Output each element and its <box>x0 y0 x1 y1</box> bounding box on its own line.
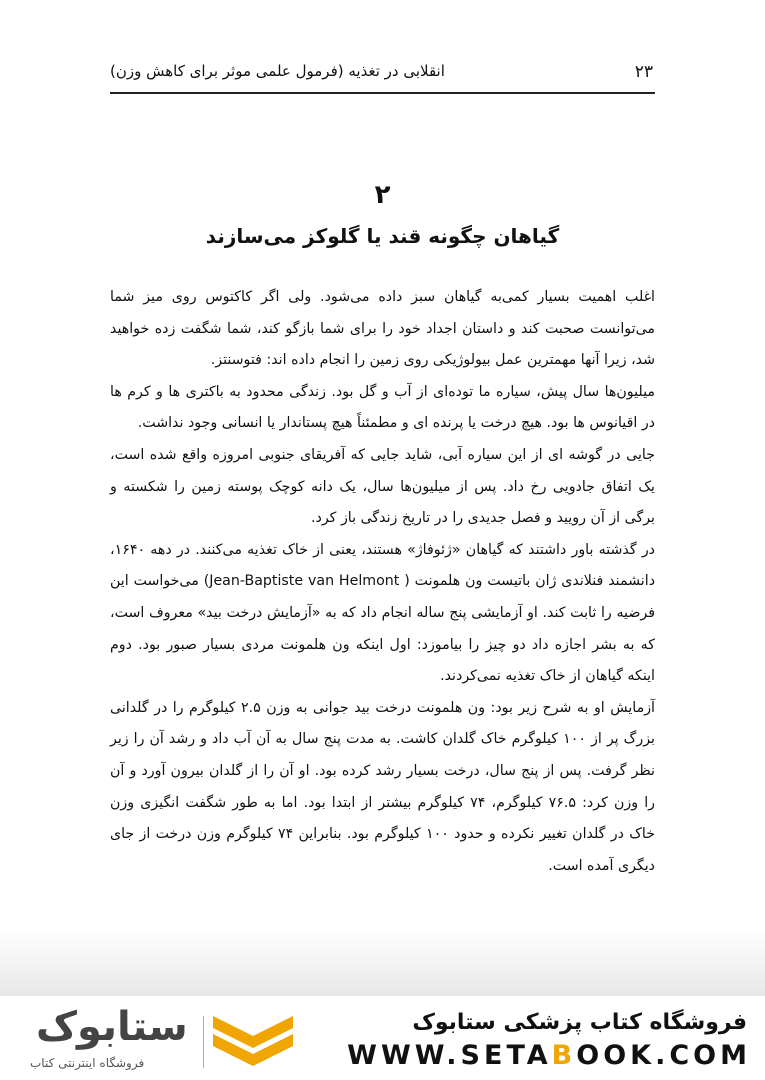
logo-wordmark: ستابوک <box>36 1004 188 1050</box>
page-shadow <box>0 930 765 996</box>
paragraph: آزمایش او به شرح زیر بود: ون هلمونت درخت بید جوانی به وزن ۲.۵ کیلوگرم را در گلدانی بزرگ پر از ۱۰۰ کیلوگرم خاک گلدان کاشت. به مدت پنج سال به آن آب داد و رشد آن را زیر نظر گرفت. پس از پنج سال، درخت بسیار رشد کرده بود. او آن را از گلدان بیرون آورد و آن را وزن کرد: ۷۶.۵ کیلوگرم، ۷۴ کیلوگرم بیشتر از ابتدا بود. اما به طور شگفت انگیزی وزن خاک در گلدان تغییر نکرده و حدود ۱۰۰ کیلوگرم بود. بنابراین ۷۴ کیلوگرم وزن درخت از جای دیگری آمده است. <box>110 699 656 874</box>
store-name: فروشگاه کتاب پزشکی ستابوک <box>412 1010 747 1035</box>
url-prefix: WWW.SETA <box>347 1040 552 1071</box>
paragraph: میلیون‌ها سال پیش، سیاره ما توده‌ای از آب و گل بود. زندگی محدود به باکتری ها و کرم ها در اقیانوس ها بود. هیچ درخت یا پرنده ای و مطمئناً هیچ پستاندار یا انسانی وجود نداشت. <box>110 383 655 432</box>
paragraph: اغلب اهمیت بسیار کمی‌به گیاهان سبز داده می‌شود. ولی اگر کاکتوس روی میز شما می‌توانست صحبت کند و داستان اجداد خود را برای شما بازگو کند، شما شگفت زده خواهید شد، زیرا آنها مهمترین عمل بیولوژیکی روی زمین را انجام داده اند: فتوسنتز. <box>110 289 655 369</box>
paragraph: در گذشته باور داشتند که گیاهان «ژئوفاژ» هستند، یعنی از خاک تغذیه می‌کنند. در دهه ۱۶۴۰، دانشمند فنلاندی ژان باتیست ون هلمونت ( Jean-Baptiste van Helmont) می‌خواست این فرضیه را ثابت کند. او آزمایشی پنج ساله انجام داد که به «آزمایش درخت بید» معروف است، که به بشر اجازه داد دو چیز را بیاموزد: اول اینکه ون هلمونت مردی بسیار صبور بود. دوم اینکه گیاهان از خاک تغذیه نمی‌کردند. <box>110 541 656 685</box>
paragraph: جایی در گوشه ای از این سیاره آبی، شاید جایی که آفریقای جنوبی امروزه واقع شده است، یک اتفاق جادویی رخ داد. پس از میلیون‌ها سال، یک دانه کوچک پوسته زمین را شکسته و برگی از آن رویید و فصل جدیدی را در تاریخ زندگی باز کرد. <box>110 446 655 527</box>
running-title: انقلابی در تغذیه (فرمول علمی موثر برای کاهش وزن) <box>110 62 445 80</box>
url-suffix: OOK.COM <box>576 1040 751 1071</box>
logo-tagline: فروشگاه اینترنتی کتاب <box>30 1056 145 1070</box>
url-accent: B <box>551 1040 577 1071</box>
store-url <box>347 1040 751 1071</box>
running-header <box>110 58 655 94</box>
watermark-footer <box>0 996 765 1080</box>
page-number: ۲۳ <box>634 62 653 82</box>
logo-divider <box>203 1016 204 1068</box>
chevron-logo-icon <box>213 1010 293 1070</box>
body-text <box>110 282 655 882</box>
chapter-title: گیاهان چگونه قند یا گلوکز می‌سازند <box>205 224 560 248</box>
chapter-number: ۲ <box>374 180 391 210</box>
